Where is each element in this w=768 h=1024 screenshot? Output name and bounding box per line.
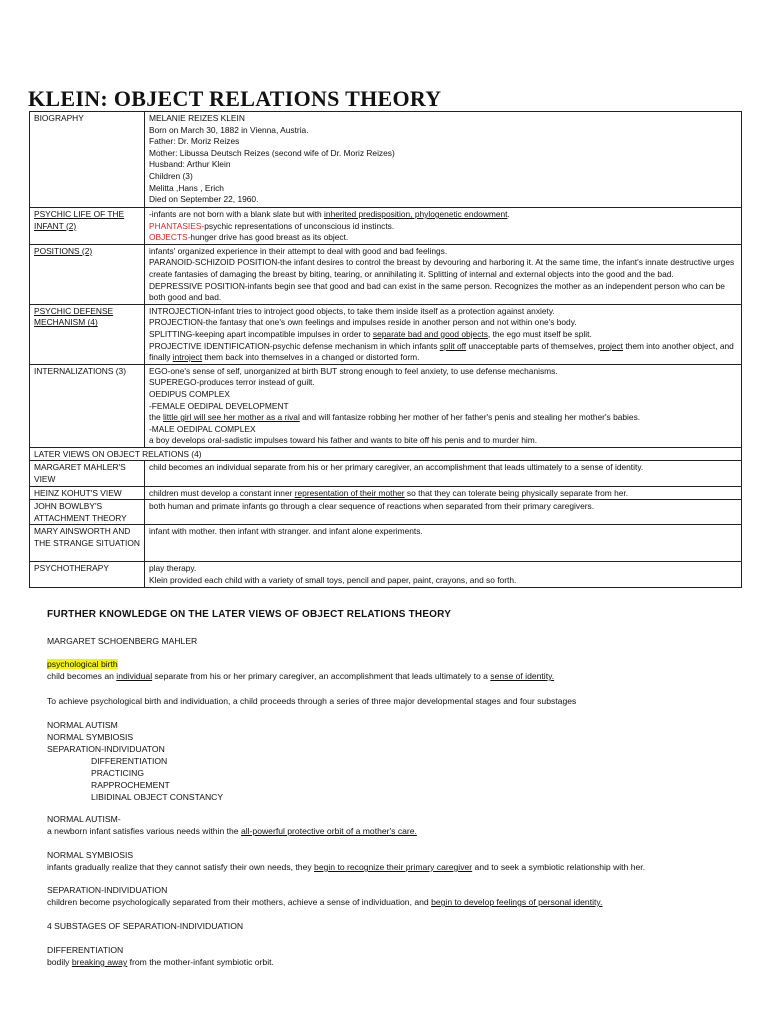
- row-content: [145, 364, 742, 447]
- text: -infants are not born with a blank slate but with: [149, 209, 325, 219]
- table-row: [30, 486, 742, 500]
- row-content: [145, 112, 742, 208]
- row-label: INTERNALIZATIONS (3): [30, 364, 145, 447]
- content-line: [149, 329, 737, 341]
- content-line: play therapy.: [149, 563, 197, 574]
- stage-item: NORMAL SYMBIOSIS: [47, 732, 134, 742]
- underlined-text: inherited predisposition, phylogenetic endowment: [324, 209, 508, 219]
- content-line: INTROJECTION-infant tries to introject good objects, to take them inside itself as a protection against anxiety.: [149, 305, 555, 316]
- underlined-text: sense of identity.: [490, 671, 555, 681]
- text: hunger drive has good breast as its object.: [190, 232, 349, 243]
- text: psychic representations of unconscious id instincts.: [204, 220, 395, 231]
- bio-line: Died on September 22, 1960.: [149, 194, 259, 205]
- underlined-text: begin to develop feelings of personal identity.: [431, 897, 603, 907]
- content-line: [149, 221, 737, 233]
- underlined-text: individual: [116, 671, 153, 681]
- section-heading: 4 SUBSTAGES OF SEPARATION-INDIVIDUATION: [47, 921, 244, 931]
- row-label: PSYCHIC DEFENSE MECHANISM (4): [30, 304, 145, 364]
- row-content: [145, 304, 742, 364]
- table-row: [30, 447, 742, 461]
- content-line: a boy develops oral-sadistic impulses toward his father and wants to bite off his penis and to murder him.: [149, 435, 538, 446]
- row-content: [145, 208, 742, 245]
- content-line: Klein provided each child with a variety of small toys, pencil and paper, paint, crayons, and so forth.: [149, 575, 517, 586]
- row-content: [145, 525, 742, 562]
- underlined-text: all-powerful protective orbit of a mother's care.: [240, 826, 417, 836]
- table-row: [30, 208, 742, 245]
- red-term: OBJECTS-: [149, 232, 191, 243]
- paragraph: [47, 861, 645, 873]
- row-content: [145, 500, 742, 525]
- content-line: OEDIPUS COMPLEX: [149, 388, 230, 399]
- bio-line: Mother: Libussa Deutsch Reizes (second wife of Dr. Moriz Reizes): [149, 147, 395, 158]
- paragraph: [47, 896, 602, 908]
- row-label: POSITIONS (2): [30, 244, 145, 304]
- row-content: [145, 461, 742, 486]
- text: child becomes an: [47, 671, 117, 681]
- underlined-text: project: [597, 340, 624, 351]
- underlined-text: split off: [439, 340, 467, 351]
- substage-item: LIBIDINAL OBJECT CONSTANCY: [91, 792, 224, 802]
- section-heading: NORMAL SYMBIOSIS: [47, 850, 134, 860]
- highlighted-text: psychological birth: [47, 659, 118, 669]
- substage-item: RAPPROCHEMENT: [91, 780, 170, 790]
- paragraph: To achieve psychological birth and individuation, a child proceeds through a series of three major developmental stages and four substages: [47, 696, 577, 706]
- content-line: DEPRESSIVE POSITION-infants begin see that good and bad can exist in the same person. Recognizes the mother as an independent person who can be both good and bad.: [149, 280, 725, 303]
- content-line: SUPEREGO-produces terror instead of guilt.: [149, 377, 315, 388]
- row-label: MARGARET MAHLER'S VIEW: [30, 461, 145, 486]
- underlined-text: separate bad and good objects: [372, 328, 488, 339]
- paragraph: [47, 956, 274, 968]
- row-label: HEINZ KOHUT'S VIEW: [30, 486, 145, 500]
- section-heading: DIFFERENTIATION: [47, 945, 124, 955]
- content-line: -MALE OEDIPAL COMPLEX: [149, 423, 256, 434]
- underlined-text: little girl will see her mother as a rival: [162, 412, 300, 423]
- stage-item: SEPARATION-INDIVIDUATON: [47, 744, 165, 754]
- table-row: [30, 461, 742, 486]
- underlined-text: begin to recognize their primary caregiver: [314, 862, 473, 872]
- content-line: [149, 412, 737, 424]
- bio-line: Children (3): [149, 170, 193, 181]
- row-content: [145, 244, 742, 304]
- row-label: PSYCHOTHERAPY: [30, 562, 145, 587]
- highlight-term: [47, 658, 118, 670]
- section-row-label: LATER VIEWS ON OBJECT RELATIONS (4): [30, 447, 742, 461]
- text: so that they can tolerate being physically separate from her.: [404, 487, 629, 498]
- table-row: [30, 500, 742, 525]
- content-line: [149, 209, 737, 221]
- subheading: MARGARET SCHOENBERG MAHLER: [47, 636, 198, 646]
- content-line: -FEMALE OEDIPAL DEVELOPMENT: [149, 400, 289, 411]
- row-label: PSYCHIC LIFE OF THE INFANT (2): [30, 208, 145, 245]
- text: and will fantasize robbing her mother of her father's penis and stealing her mother's babies.: [299, 412, 641, 423]
- content-line: PARANOID-SCHIZOID POSITION-the infant desires to control the breast by devouring and harboring it. At the same time, the infant's innate destructive urges create fantasies of damaging the breast by biting, tearing, or annihilating it. Splitting of internal and external objects into the good and the bad.: [149, 257, 735, 279]
- section-heading: NORMAL AUTISM-: [47, 814, 121, 824]
- text: , the ego must itself be split.: [487, 328, 592, 339]
- content-line: infants' organized experience in their attempt to deal with good and bad feelings.: [149, 245, 448, 256]
- text: children become psychologically separated from their mothers, achieve a sense of individuation, and: [47, 897, 432, 907]
- content-line: PROJECTION-the fantasy that one's own feelings and impulses reside in another person and not within one's body.: [149, 317, 577, 328]
- text: .: [507, 209, 510, 219]
- section-heading: SEPARATION-INDIVIDUATION: [47, 885, 168, 895]
- paragraph: [47, 825, 417, 837]
- table-row: [30, 244, 742, 304]
- text: infants gradually realize that they cannot satisfy their own needs, they: [47, 862, 315, 872]
- text: them into another object, and finally: [149, 340, 734, 363]
- underlined-text: introject: [172, 352, 203, 363]
- table-row: [30, 562, 742, 587]
- substage-item: PRACTICING: [91, 768, 144, 778]
- object-relations-table: [29, 111, 742, 588]
- text: separate from his or her primary caregiver, an accomplishment that leads ultimately to a: [152, 671, 491, 681]
- row-label: JOHN BOWLBY'S ATTACHMENT THEORY: [30, 500, 145, 525]
- table-row: [30, 525, 742, 562]
- bio-line: Melitta ,Hans , Erich: [149, 182, 224, 193]
- further-heading: FURTHER KNOWLEDGE ON THE LATER VIEWS OF OBJECT RELATIONS THEORY: [47, 609, 452, 620]
- bio-line: Born on March 30, 1882 in Vienna, Austria.: [149, 124, 309, 135]
- text: and to seek a symbiotic relationship with her.: [472, 862, 646, 872]
- stage-item: NORMAL AUTISM: [47, 720, 118, 730]
- red-term: PHANTASIES-: [149, 220, 205, 231]
- table-row: [30, 364, 742, 447]
- text: unacceptable parts of themselves,: [466, 340, 598, 351]
- bio-line: Husband: Arthur Klein: [149, 159, 231, 170]
- page-title: KLEIN: OBJECT RELATIONS THEORY: [28, 86, 442, 111]
- paragraph: [47, 670, 554, 682]
- content-line: [149, 232, 737, 244]
- row-label: MARY AINSWORTH AND THE STRANGE SITUATION: [30, 525, 145, 562]
- substage-item: DIFFERENTIATION: [91, 756, 168, 766]
- row-content: [145, 486, 742, 500]
- row-label: BIOGRAPHY: [30, 112, 145, 208]
- table-row: [30, 304, 742, 364]
- content-line: [149, 341, 737, 364]
- text: SPLITTING-keeping apart incompatible impulses in order to: [149, 328, 373, 339]
- text: bodily: [47, 957, 72, 967]
- table-row: [30, 112, 742, 208]
- text: children must develop a constant inner: [149, 487, 295, 498]
- text: from the mother-infant symbiotic orbit.: [127, 957, 274, 967]
- content-line: both human and primate infants go through a clear sequence of reactions when separated from their primary caregivers.: [149, 501, 595, 512]
- content-line: EGO-one's sense of self, unorganized at birth BUT strong enough to feel anxiety, to use defense mechanisms.: [149, 365, 558, 376]
- row-content: [145, 562, 742, 587]
- content-line: child becomes an individual separate from his or her primary caregiver, an accomplishment that leads ultimately to a sense of identity.: [149, 462, 644, 473]
- text: the: [149, 412, 163, 423]
- content-line: [149, 488, 737, 500]
- underlined-text: breaking away: [71, 957, 128, 967]
- bio-line: MELANIE REIZES KLEIN: [149, 113, 245, 123]
- text: a newborn infant satisfies various needs within the: [47, 826, 241, 836]
- bio-line: Father: Dr. Moriz Reizes: [149, 136, 240, 147]
- text: PROJECTIVE IDENTIFICATION-psychic defense mechanism in which infants: [149, 340, 440, 351]
- text: them back into themselves in a changed or distorted form.: [202, 352, 420, 363]
- content-line: infant with mother. then infant with stranger. and infant alone experiments.: [149, 526, 423, 537]
- underlined-text: representation of their mother: [294, 487, 405, 498]
